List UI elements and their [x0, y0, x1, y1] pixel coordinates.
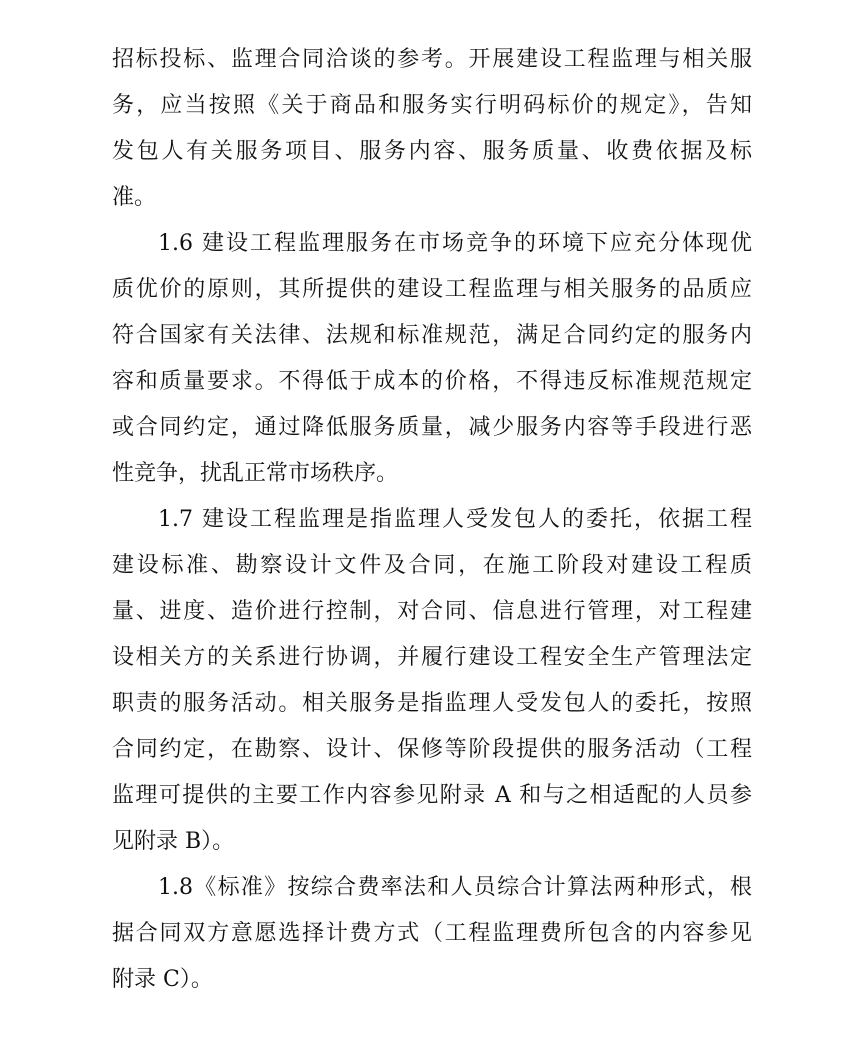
text-line: 附录 C）。: [112, 967, 213, 992]
text-line: 务，应当按照《关于商品和服务实行明码标价的规定》，告知: [112, 93, 752, 118]
section-1-8-first-line: 1.8《标准》按综合费率法和人员综合计算法两种形式，根: [158, 875, 752, 900]
text-line: 招标投标、监理合同洽谈的参考。开展建设工程监理与相关服: [112, 47, 752, 72]
text-line: 质优价的原则，其所提供的建设工程监理与相关服务的品质应: [112, 277, 752, 302]
text-line: 设相关方的关系进行协调，并履行建设工程安全生产管理法定: [112, 645, 752, 670]
text-line: 建设标准、勘察设计文件及合同，在施工阶段对建设工程质: [112, 553, 752, 578]
text-line: 合同约定，在勘察、设计、保修等阶段提供的服务活动（工程: [112, 737, 752, 762]
text-line: 或合同约定，通过降低服务质量，减少服务内容等手段进行恶: [112, 415, 752, 440]
section-1-7-first-line: 1.7 建设工程监理是指监理人受发包人的委托，依据工程: [158, 507, 752, 532]
text-line: 发包人有关服务项目、服务内容、服务质量、收费依据及标: [112, 139, 752, 164]
text-line: 见附录 B）。: [112, 829, 235, 854]
text-line: 性竞争，扰乱正常市场秩序。: [112, 461, 399, 486]
text-line: 准。: [112, 185, 157, 210]
text-line: 量、进度、造价进行控制，对合同、信息进行管理，对工程建: [112, 599, 752, 624]
text-line: 据合同双方意愿选择计费方式（工程监理费所包含的内容参见: [112, 921, 752, 946]
text-line: 监理可提供的主要工作内容参见附录 A 和与之相适配的人员参: [112, 783, 752, 808]
section-1-6-first-line: 1.6 建设工程监理服务在市场竞争的环境下应充分体现优: [158, 231, 752, 256]
text-line: 符合国家有关法律、法规和标准规范，满足合同约定的服务内: [112, 323, 752, 348]
text-line: 职责的服务活动。相关服务是指监理人受发包人的委托，按照: [112, 691, 752, 716]
text-line: 容和质量要求。不得低于成本的价格，不得违反标准规范规定: [112, 369, 752, 394]
